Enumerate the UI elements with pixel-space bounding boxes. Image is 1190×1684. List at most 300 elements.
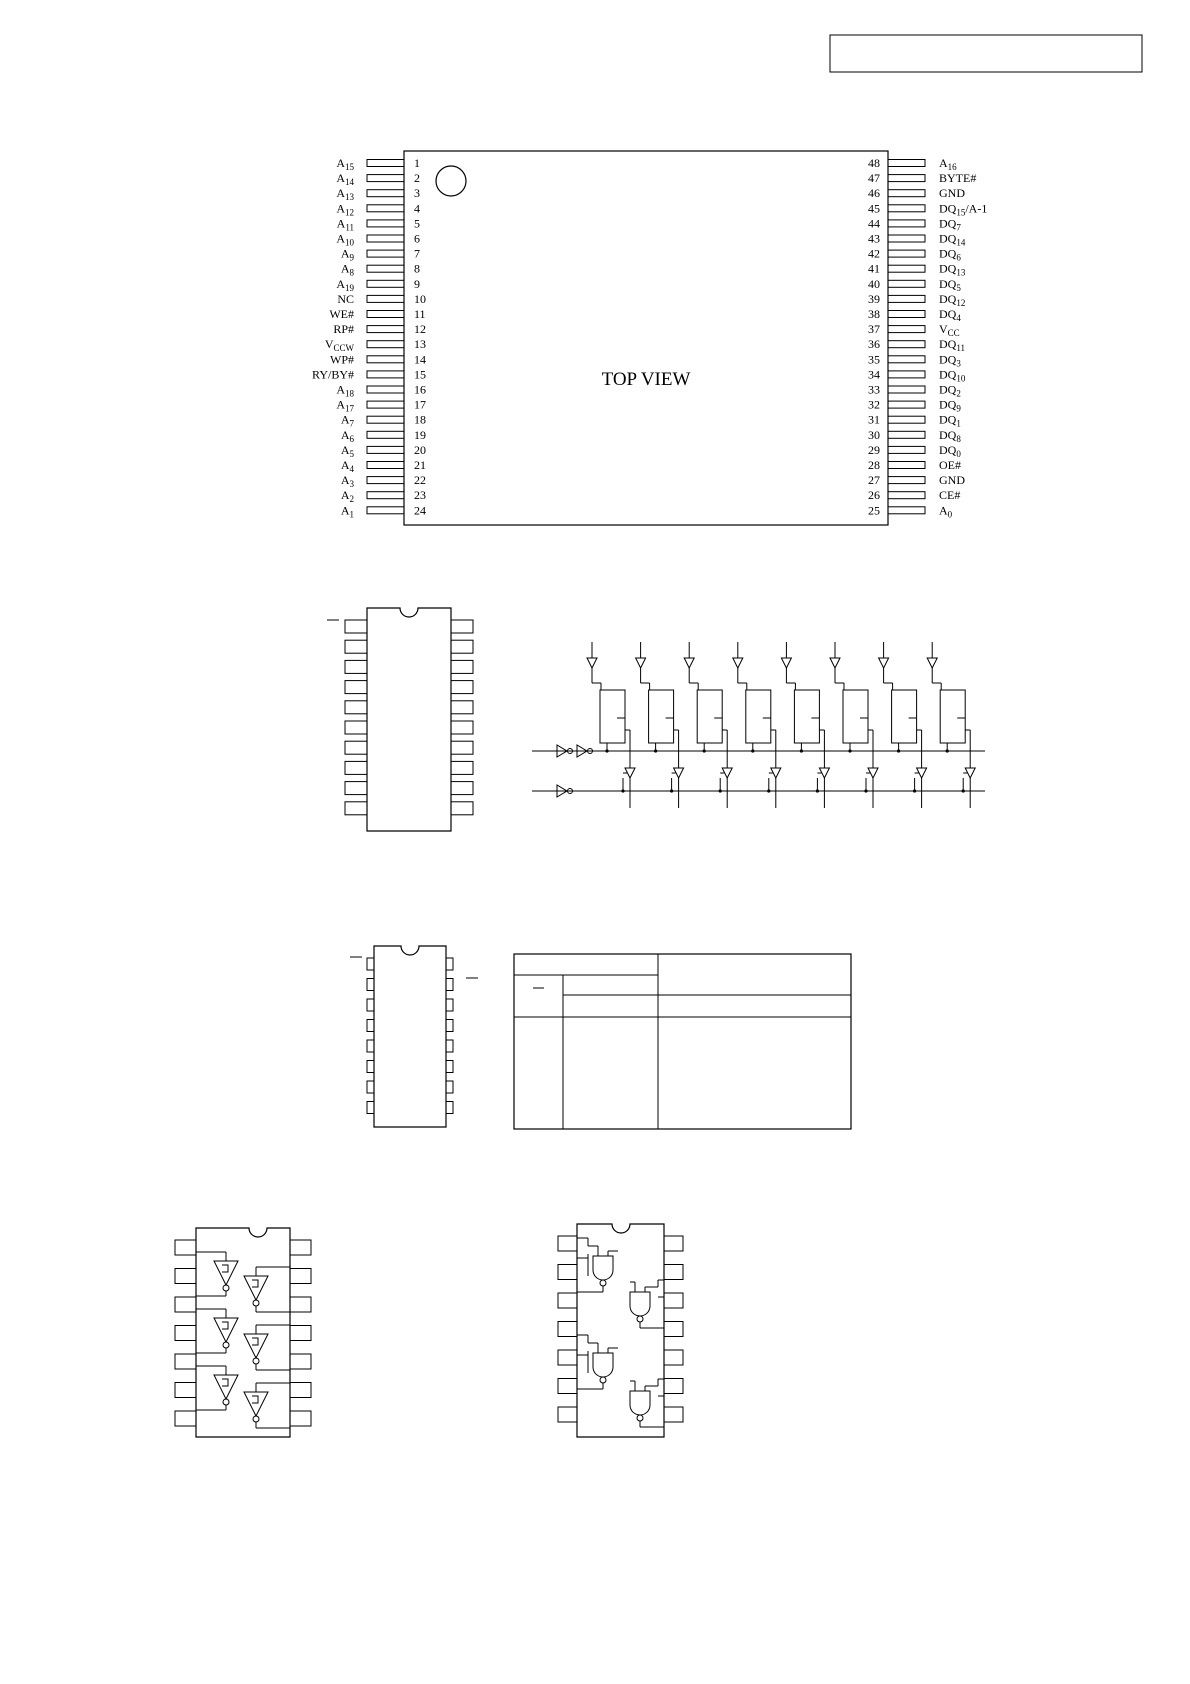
pin-lead <box>888 280 925 287</box>
flash-pin-9 <box>336 277 420 293</box>
flash-chip-title: TOP VIEW <box>601 369 691 390</box>
pin-number: 31 <box>868 412 880 427</box>
pin-left-2 <box>367 979 374 991</box>
latch-dip-pins <box>345 620 473 815</box>
pin-lead <box>367 416 404 423</box>
pin-left-5 <box>558 1350 577 1365</box>
pin-right-4 <box>446 1020 453 1032</box>
pin-right-7 <box>446 1081 453 1093</box>
pin-right-6 <box>446 1061 453 1073</box>
inverter-gate-5 <box>196 1366 238 1410</box>
pin-number: 4 <box>414 201 420 216</box>
pin-label: $DQ_{10}$ <box>939 367 966 384</box>
pin-lead <box>888 507 925 514</box>
pin-left-3 <box>175 1297 196 1312</box>
pin-label: $A_{17}$ <box>336 397 354 414</box>
flash-pin-10 <box>337 292 426 306</box>
pin-label: $DQ_1$ <box>939 412 961 429</box>
pin-lead <box>888 386 925 393</box>
pin-number: 36 <box>868 337 880 352</box>
hex-inverter-gates <box>196 1252 290 1428</box>
pin-right-9 <box>451 782 473 795</box>
pin-lead <box>888 401 925 408</box>
pin-right-7 <box>290 1411 311 1426</box>
flash-pin-14 <box>330 352 426 366</box>
pin-lead <box>888 295 925 302</box>
flash-pin-40 <box>868 277 961 293</box>
flash-pin-3 <box>336 186 420 202</box>
pin-left-2 <box>558 1265 577 1280</box>
pin-number: 5 <box>414 216 420 231</box>
pin-label: $A_4$ <box>340 458 354 474</box>
pin-number: 40 <box>868 276 880 291</box>
pin-number: 11 <box>414 307 426 321</box>
pin-number: 28 <box>868 458 880 472</box>
pin-number: 47 <box>868 171 880 186</box>
pin-lead <box>888 175 925 182</box>
pin-number: 38 <box>868 307 880 321</box>
latch-box <box>843 690 868 743</box>
pin-left-3 <box>345 660 367 673</box>
latch-box <box>892 690 917 743</box>
pin-lead <box>888 446 925 453</box>
pin-right-2 <box>290 1269 311 1284</box>
input-buffer <box>879 658 889 668</box>
pin-lead <box>367 371 404 378</box>
pin-left-1 <box>558 1236 577 1251</box>
pin-lead <box>888 492 925 499</box>
flash-pin-6 <box>336 232 420 248</box>
pin-number: 16 <box>414 382 426 397</box>
pin-label: $A_2$ <box>340 488 354 505</box>
pin-label: GND <box>939 186 965 201</box>
pin-left-4 <box>175 1326 196 1341</box>
pin-number: 22 <box>414 473 426 488</box>
pin-lead <box>367 175 404 182</box>
pin-label: $A_{10}$ <box>336 231 354 248</box>
pin-label: $A_9$ <box>340 246 354 263</box>
pin-lead <box>367 190 404 197</box>
flash-pin-17 <box>336 398 426 414</box>
latch-cell-7 <box>879 642 927 808</box>
pin-label: $DQ_{15}/A-1$ <box>939 201 988 218</box>
nand-gate-2 <box>630 1280 664 1328</box>
pin-left-5 <box>367 1040 374 1052</box>
pin-lead <box>888 250 925 257</box>
pin-left-3 <box>558 1293 577 1308</box>
flash-pin-34 <box>868 367 966 383</box>
pin-left-1 <box>175 1240 196 1255</box>
quad-nand-gates <box>577 1238 664 1427</box>
latch-cell-1 <box>587 642 635 808</box>
pin-right-4 <box>664 1322 683 1337</box>
flash-pin-35 <box>868 352 961 368</box>
pin-label: $V_{CC}$ <box>939 322 960 339</box>
input-buffer <box>587 658 597 668</box>
pin-number: 37 <box>868 322 880 337</box>
flash-pin-11 <box>329 307 425 321</box>
flash-pin-13 <box>325 337 426 353</box>
pin-number: 9 <box>414 276 420 291</box>
latch-cell-5 <box>781 642 829 808</box>
pin-lead <box>888 341 925 348</box>
pin-label: $DQ_5$ <box>939 276 961 293</box>
pin-right-4 <box>290 1326 311 1341</box>
input-buffer <box>636 658 646 668</box>
pin-left-9 <box>345 782 367 795</box>
pin-number: 34 <box>868 367 880 382</box>
pin-label: $A_1$ <box>340 503 354 520</box>
latch-cell-6 <box>830 642 878 808</box>
flash-pin-18 <box>341 413 426 429</box>
pin-lead <box>367 311 404 318</box>
pin-lead <box>367 431 404 438</box>
input-buffer <box>684 658 694 668</box>
pin-label: $A_{19}$ <box>336 276 354 293</box>
pin-left-6 <box>367 1061 374 1073</box>
pin-left-4 <box>345 681 367 694</box>
flash-right-pins <box>868 156 987 519</box>
pin-lead <box>367 507 404 514</box>
pin-right-6 <box>664 1379 683 1394</box>
pin-number: 35 <box>868 352 880 367</box>
flash-pin-44 <box>868 216 961 232</box>
nand-gate-1 <box>577 1238 618 1292</box>
pin-right-1 <box>446 958 453 970</box>
truth-dip-diagram <box>350 946 478 1127</box>
pin-lead <box>367 356 404 363</box>
pin-label: WE# <box>329 307 354 321</box>
pin-left-7 <box>367 1081 374 1093</box>
pin-lead <box>888 265 925 272</box>
flash-left-pins <box>312 156 426 519</box>
pin-label: GND <box>939 473 965 488</box>
pin-right-2 <box>664 1265 683 1280</box>
pin-lead <box>888 311 925 318</box>
flash-pin-29 <box>868 443 961 459</box>
pin-left-3 <box>367 999 374 1011</box>
pin-label: $A_0$ <box>939 503 953 520</box>
nand-gate-4 <box>630 1379 664 1427</box>
flash-pin-23 <box>341 488 426 504</box>
pin-right-3 <box>446 999 453 1011</box>
pin-lead <box>367 477 404 484</box>
pin-label: NC <box>337 291 354 306</box>
pin-lead <box>888 160 925 167</box>
flash-chip-body <box>404 151 888 525</box>
pin-number: 29 <box>868 442 880 457</box>
pin-left-2 <box>175 1269 196 1284</box>
pin-number: 7 <box>414 246 420 261</box>
pin-right-1 <box>664 1236 683 1251</box>
pin-number: 18 <box>414 412 426 427</box>
pin-number: 23 <box>414 488 426 503</box>
pin-lead <box>888 205 925 212</box>
pin-number: 45 <box>868 201 880 216</box>
pin-number: 39 <box>868 291 880 306</box>
flash-pin-1 <box>336 156 420 172</box>
flash-pin-2 <box>336 171 420 187</box>
octal-latch-logic <box>532 642 985 808</box>
flash-pin-20 <box>341 443 426 459</box>
latch-dip-body <box>367 608 451 831</box>
flash-pin-15 <box>312 367 426 381</box>
latch-box <box>940 690 965 743</box>
pin-number: 43 <box>868 231 880 246</box>
flash-pin-41 <box>868 262 966 278</box>
inverter-gate-1 <box>196 1252 238 1296</box>
truth-dip-body <box>374 946 446 1127</box>
flash-pin-31 <box>868 413 961 429</box>
pin-right-5 <box>664 1350 683 1365</box>
pin-number: 24 <box>414 503 426 518</box>
pin-label: $A_{13}$ <box>336 186 354 203</box>
flash-pin-45 <box>868 201 987 217</box>
inverter-gate-3 <box>196 1309 238 1353</box>
pin-label: $DQ_{11}$ <box>939 337 966 354</box>
pin-label: $A_7$ <box>340 412 354 429</box>
inverter-gate-6 <box>244 1383 290 1428</box>
pin-lead <box>888 220 925 227</box>
pin-right-5 <box>446 1040 453 1052</box>
pin-lead <box>367 401 404 408</box>
pin-label: $A_8$ <box>340 261 354 278</box>
pin-right-6 <box>290 1383 311 1398</box>
pin-number: 27 <box>868 473 880 488</box>
pin-number: 20 <box>414 442 426 457</box>
flash-pin-5 <box>337 216 420 232</box>
pin-right-3 <box>664 1293 683 1308</box>
pin-lead <box>367 492 404 499</box>
pin-label: $DQ_0$ <box>939 442 961 459</box>
pin-lead <box>367 235 404 242</box>
pin-lead <box>367 250 404 257</box>
pin-left-6 <box>345 721 367 734</box>
pin-left-6 <box>558 1379 577 1394</box>
pin-left-1 <box>345 620 367 633</box>
pin-label: CE# <box>939 488 961 503</box>
pin-lead <box>367 341 404 348</box>
pin-lead <box>888 416 925 423</box>
pin-right-3 <box>451 660 473 673</box>
pin-label: $DQ_8$ <box>939 427 961 444</box>
pin-number: 33 <box>868 382 880 397</box>
pin-label: $DQ_{14}$ <box>939 231 966 248</box>
flash-pin-16 <box>336 383 426 399</box>
flash-pin-33 <box>868 383 961 399</box>
pin-lead <box>367 446 404 453</box>
pin-label: OE# <box>939 458 961 472</box>
flash-pin-42 <box>868 247 961 263</box>
flash-pin-39 <box>868 292 965 308</box>
pin-label: RY/BY# <box>311 367 354 382</box>
pin-label: $DQ_3$ <box>939 352 961 369</box>
flash-pin-27 <box>868 473 965 487</box>
pin-number: 8 <box>414 261 420 276</box>
pin-number: 3 <box>414 186 420 201</box>
pin-right-3 <box>290 1297 311 1312</box>
pin-number: 32 <box>868 397 880 412</box>
pin-right-4 <box>451 681 473 694</box>
header-box <box>830 35 1142 72</box>
flash-pin-30 <box>868 428 961 444</box>
pin-lead <box>367 386 404 393</box>
pin-number: 14 <box>414 352 426 367</box>
pin1-marker <box>436 166 466 196</box>
hex-inverter-diagram <box>175 1228 311 1437</box>
flash-pin-8 <box>341 262 420 278</box>
pin-label: $A_3$ <box>340 473 354 490</box>
inverter-gate-2 <box>244 1267 290 1312</box>
pin-right-1 <box>290 1240 311 1255</box>
pin-number: 42 <box>868 246 880 261</box>
pin-left-8 <box>367 1102 374 1114</box>
latch-box <box>649 690 674 743</box>
pin-label: $DQ_7$ <box>939 216 961 233</box>
pin-lead <box>888 235 925 242</box>
pin-left-10 <box>345 802 367 815</box>
latch-cell-4 <box>733 642 781 808</box>
pin-label: $DQ_9$ <box>939 397 961 414</box>
pin-number: 48 <box>868 156 880 170</box>
pin-lead <box>888 356 925 363</box>
flash-pin-25 <box>868 503 953 519</box>
input-buffer <box>830 658 840 668</box>
pin-right-7 <box>451 741 473 754</box>
pin-left-5 <box>175 1354 196 1369</box>
pin-lead <box>367 326 404 333</box>
flash-pin-19 <box>341 428 426 444</box>
pin-left-7 <box>558 1407 577 1422</box>
flash-pin-22 <box>341 473 426 489</box>
pin-lead <box>888 477 925 484</box>
pin-right-2 <box>446 979 453 991</box>
pin-right-6 <box>451 721 473 734</box>
flash-pin-24 <box>341 503 426 519</box>
pin-lead <box>888 462 925 469</box>
truth-table <box>514 954 851 1129</box>
pin-label: $DQ_{12}$ <box>939 291 966 308</box>
pin-number: 46 <box>868 186 880 201</box>
pin-label: $DQ_2$ <box>939 382 961 399</box>
pin-label: $A_{11}$ <box>336 216 354 233</box>
flash-pin-21 <box>341 458 426 474</box>
pin-left-4 <box>558 1322 577 1337</box>
pin-lead <box>367 295 404 302</box>
pin-number: 21 <box>414 458 426 472</box>
pin-left-1 <box>367 958 374 970</box>
pin-number: 6 <box>414 231 420 246</box>
pin-label: $DQ_6$ <box>939 246 961 263</box>
pin-left-8 <box>345 761 367 774</box>
pin-label: $V_{CCW}$ <box>324 337 354 354</box>
latch-box <box>746 690 771 743</box>
latch-box <box>794 690 819 743</box>
pin-lead <box>367 205 404 212</box>
pin-lead <box>367 280 404 287</box>
pin-lead <box>888 326 925 333</box>
pin-right-10 <box>451 802 473 815</box>
flash-pin-32 <box>868 398 961 414</box>
latch-dip-diagram <box>327 608 473 831</box>
flash-pin-36 <box>868 337 965 353</box>
flash-pin-38 <box>868 307 961 323</box>
pin-right-8 <box>451 761 473 774</box>
pin-left-6 <box>175 1383 196 1398</box>
latch-cell-8 <box>927 642 975 808</box>
quad-nand-body <box>577 1224 664 1437</box>
pin-number: 12 <box>414 322 426 337</box>
latch-box <box>600 690 625 743</box>
flash-pin-28 <box>868 458 961 472</box>
pin-number: 1 <box>414 156 420 170</box>
truth-dip-pins <box>367 958 453 1114</box>
input-buffer <box>927 658 937 668</box>
pin-number: 44 <box>868 216 880 231</box>
pin-label: $A_{14}$ <box>336 171 354 188</box>
pin-lead <box>888 431 925 438</box>
pin-number: 41 <box>868 261 880 276</box>
pin-right-5 <box>290 1354 311 1369</box>
flash-pin-12 <box>333 322 426 336</box>
truth-table-frame <box>514 954 851 1129</box>
flash-pin-48 <box>868 156 957 172</box>
pin-label: $A_6$ <box>340 427 354 444</box>
latch-cell-2 <box>636 642 684 808</box>
pin-number: 17 <box>414 397 426 412</box>
input-buffer <box>733 658 743 668</box>
pin-label: $A_{12}$ <box>336 201 354 218</box>
flash-pin-43 <box>868 232 966 248</box>
pin-lead <box>367 462 404 469</box>
pin-lead <box>888 371 925 378</box>
pin-label: $A_{15}$ <box>336 156 354 172</box>
pin-label: $A_5$ <box>340 442 354 459</box>
pin-label: $A_{16}$ <box>939 156 957 172</box>
pin-number: 30 <box>868 427 880 442</box>
pin-right-5 <box>451 701 473 714</box>
inverter-gate-4 <box>244 1325 290 1370</box>
pin-number: 19 <box>414 427 426 442</box>
pin-lead <box>367 265 404 272</box>
flash-pin-7 <box>341 247 420 263</box>
latch-box <box>697 690 722 743</box>
pin-left-5 <box>345 701 367 714</box>
flash-pin-46 <box>868 186 965 200</box>
pin-label: $DQ_{13}$ <box>939 261 966 278</box>
pin-label: RP# <box>333 322 354 337</box>
pin-right-7 <box>664 1407 683 1422</box>
pin-left-7 <box>345 741 367 754</box>
pin-left-2 <box>345 640 367 653</box>
pin-lead <box>367 160 404 167</box>
hex-inverter-body <box>196 1228 290 1437</box>
pin-right-8 <box>446 1102 453 1114</box>
latch-cell-3 <box>684 642 732 808</box>
pin-number: 13 <box>414 337 426 352</box>
pin-number: 15 <box>414 367 426 382</box>
pin-left-7 <box>175 1411 196 1426</box>
pin-number: 2 <box>414 171 420 186</box>
pin-label: WP# <box>330 352 354 367</box>
pin-right-1 <box>451 620 473 633</box>
pin-number: 10 <box>414 291 426 306</box>
flash-pin-47 <box>868 171 976 185</box>
flash-pin-4 <box>336 201 420 217</box>
pin-label: BYTE# <box>939 171 977 186</box>
quad-nand-diagram <box>558 1224 683 1437</box>
flash-pin-37 <box>868 322 960 338</box>
